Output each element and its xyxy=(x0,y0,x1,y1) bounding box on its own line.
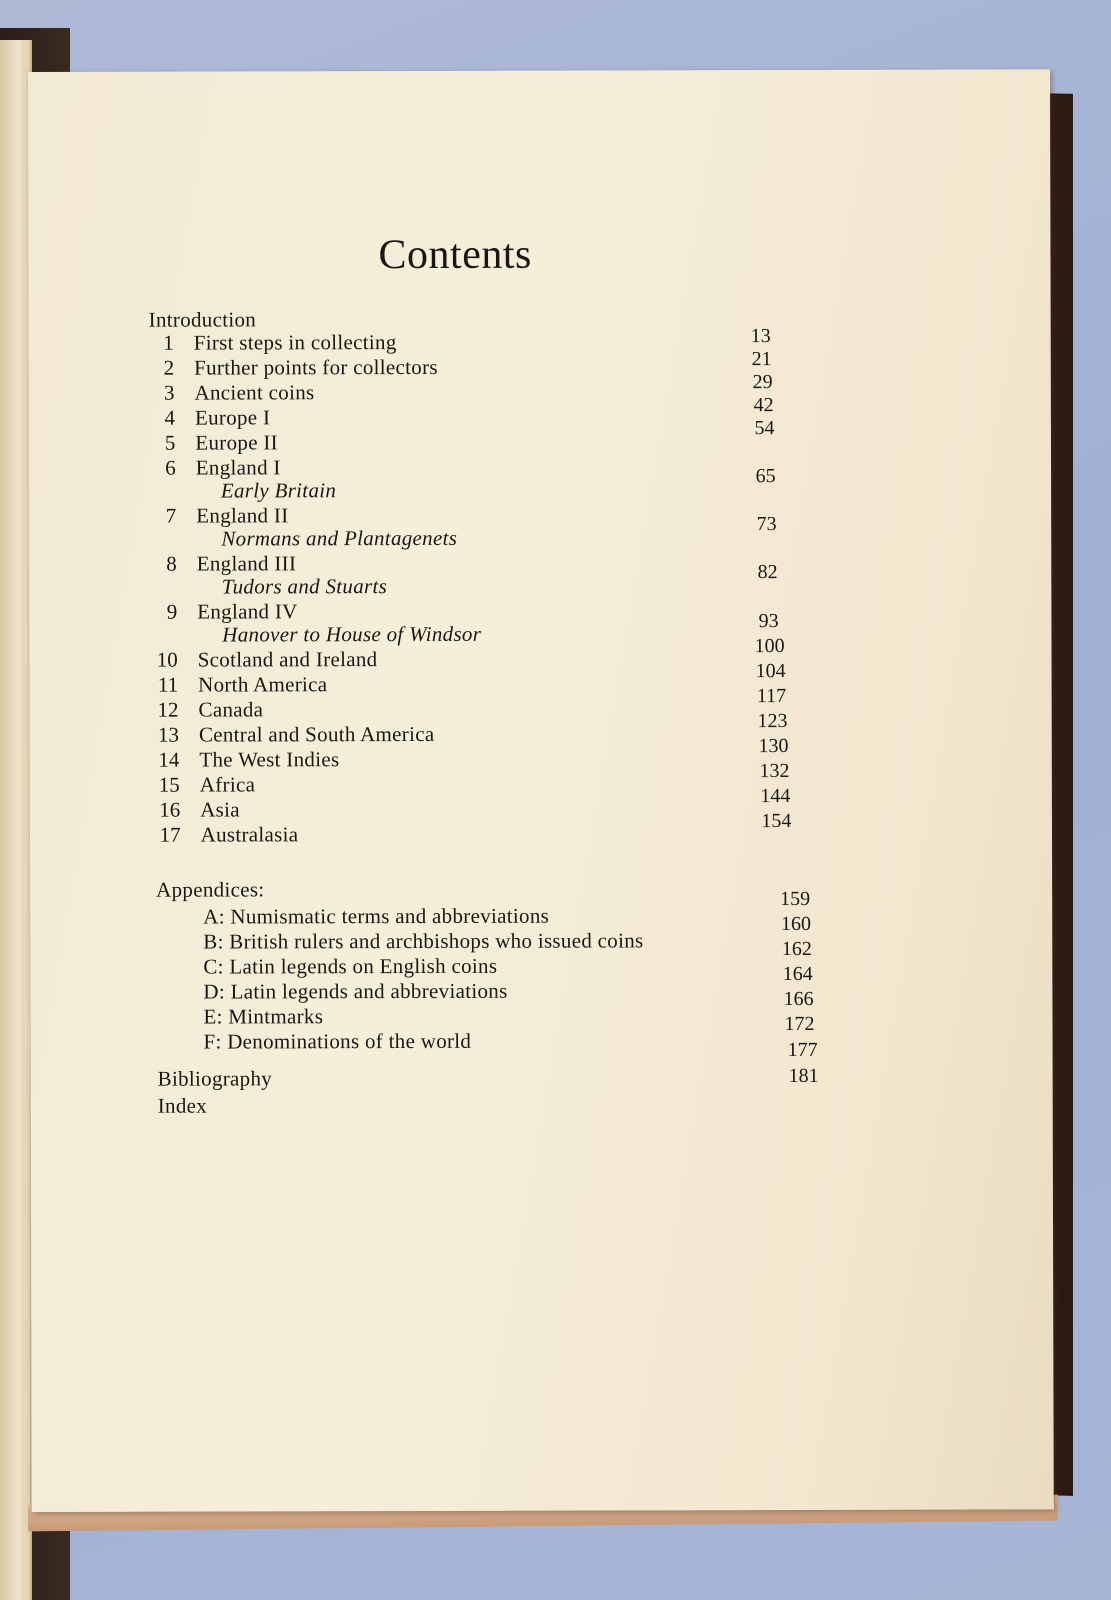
appendix-entry: F: Denominations of the world xyxy=(203,1028,472,1054)
page-title: Contents xyxy=(378,231,532,279)
page-number: 159 xyxy=(780,887,811,911)
chapter-number: 13 xyxy=(157,722,179,747)
chapter-number: 16 xyxy=(159,797,181,822)
page-number: 54 xyxy=(754,417,775,440)
page-number: 73 xyxy=(756,513,777,536)
chapter-number: 1 xyxy=(163,330,174,355)
page-number: 104 xyxy=(755,660,786,683)
chapter-title: Europe I xyxy=(194,405,271,430)
chapter-title: England I xyxy=(195,455,281,480)
chapter-title: Asia xyxy=(200,797,240,822)
chapter-number: 3 xyxy=(163,380,175,405)
page-number: 13 xyxy=(750,325,771,348)
page-number: 181 xyxy=(788,1064,819,1088)
chapter-number: 17 xyxy=(159,822,181,847)
chapter-number: 12 xyxy=(157,697,179,722)
chapter-number: 4 xyxy=(164,405,175,430)
page-number: 164 xyxy=(782,962,813,986)
chapter-subtitle: Early Britain xyxy=(220,478,337,503)
chapter-number: 5 xyxy=(164,430,176,455)
introduction-entry: Introduction xyxy=(148,307,257,332)
page-number: 154 xyxy=(761,810,792,833)
page-number: 130 xyxy=(758,735,789,758)
chapter-number: 7 xyxy=(165,503,177,528)
appendix-entry: B: British rulers and archbishops who issued coins xyxy=(203,928,644,954)
chapter-subtitle: Hanover to House of Windsor xyxy=(222,621,482,647)
chapter-number: 6 xyxy=(165,455,176,480)
chapter-number: 15 xyxy=(158,772,180,797)
chapter-number: 11 xyxy=(157,672,179,697)
previous-page-edge xyxy=(0,40,32,1600)
page-number: 162 xyxy=(781,937,812,961)
contents-page xyxy=(28,69,1054,1512)
chapter-number: 14 xyxy=(158,747,180,772)
page-number: 117 xyxy=(756,685,787,708)
page-number: 166 xyxy=(783,987,814,1011)
chapter-title: The West Indies xyxy=(199,747,340,772)
page-number: 172 xyxy=(784,1012,815,1036)
page-number: 21 xyxy=(751,348,772,371)
page-number: 144 xyxy=(760,785,791,808)
page-number: 123 xyxy=(757,710,788,733)
appendix-entry: D: Latin legends and abbreviations xyxy=(203,978,508,1004)
appendix-entry: A: Numismatic terms and abbreviations xyxy=(203,903,550,929)
chapter-title: Australasia xyxy=(200,822,299,847)
page-number: 132 xyxy=(759,760,790,783)
page-number: 42 xyxy=(753,394,774,417)
chapter-number: 2 xyxy=(163,355,175,380)
page-number: 100 xyxy=(754,635,785,658)
contents-list xyxy=(28,69,1054,1512)
appendices-heading: Appendices: xyxy=(156,877,265,902)
chapter-title: England III xyxy=(196,551,297,576)
chapter-subtitle: Tudors and Stuarts xyxy=(221,574,388,599)
chapter-subtitle: Normans and Plantagenets xyxy=(221,525,458,551)
page-number: 177 xyxy=(787,1038,818,1062)
chapter-title: Africa xyxy=(199,772,256,797)
chapter-title: England IV xyxy=(197,599,298,624)
appendix-entry: E: Mintmarks xyxy=(203,1004,324,1029)
page-number: 82 xyxy=(757,561,778,584)
appendix-entry: C: Latin legends on English coins xyxy=(203,953,498,979)
chapter-number: 10 xyxy=(156,647,178,672)
chapter-title: Europe II xyxy=(195,430,278,455)
chapter-title: North America xyxy=(198,672,328,697)
chapter-title: England II xyxy=(196,503,289,528)
page-number: 160 xyxy=(781,912,812,936)
chapter-title: Scotland and Ireland xyxy=(197,647,378,672)
page-number: 65 xyxy=(755,465,776,488)
chapter-title: Central and South America xyxy=(198,721,435,747)
chapter-number: 8 xyxy=(166,551,177,576)
index-entry: Index xyxy=(157,1093,208,1118)
chapter-title: Further points for collectors xyxy=(194,354,438,380)
chapter-title: Ancient coins xyxy=(194,380,315,405)
bibliography-entry: Bibliography xyxy=(157,1066,273,1091)
page-number: 29 xyxy=(752,371,773,394)
chapter-number: 9 xyxy=(166,599,178,624)
page-number: 93 xyxy=(758,610,779,633)
chapter-title: First steps in collecting xyxy=(193,330,397,355)
chapter-title: Canada xyxy=(198,697,264,722)
